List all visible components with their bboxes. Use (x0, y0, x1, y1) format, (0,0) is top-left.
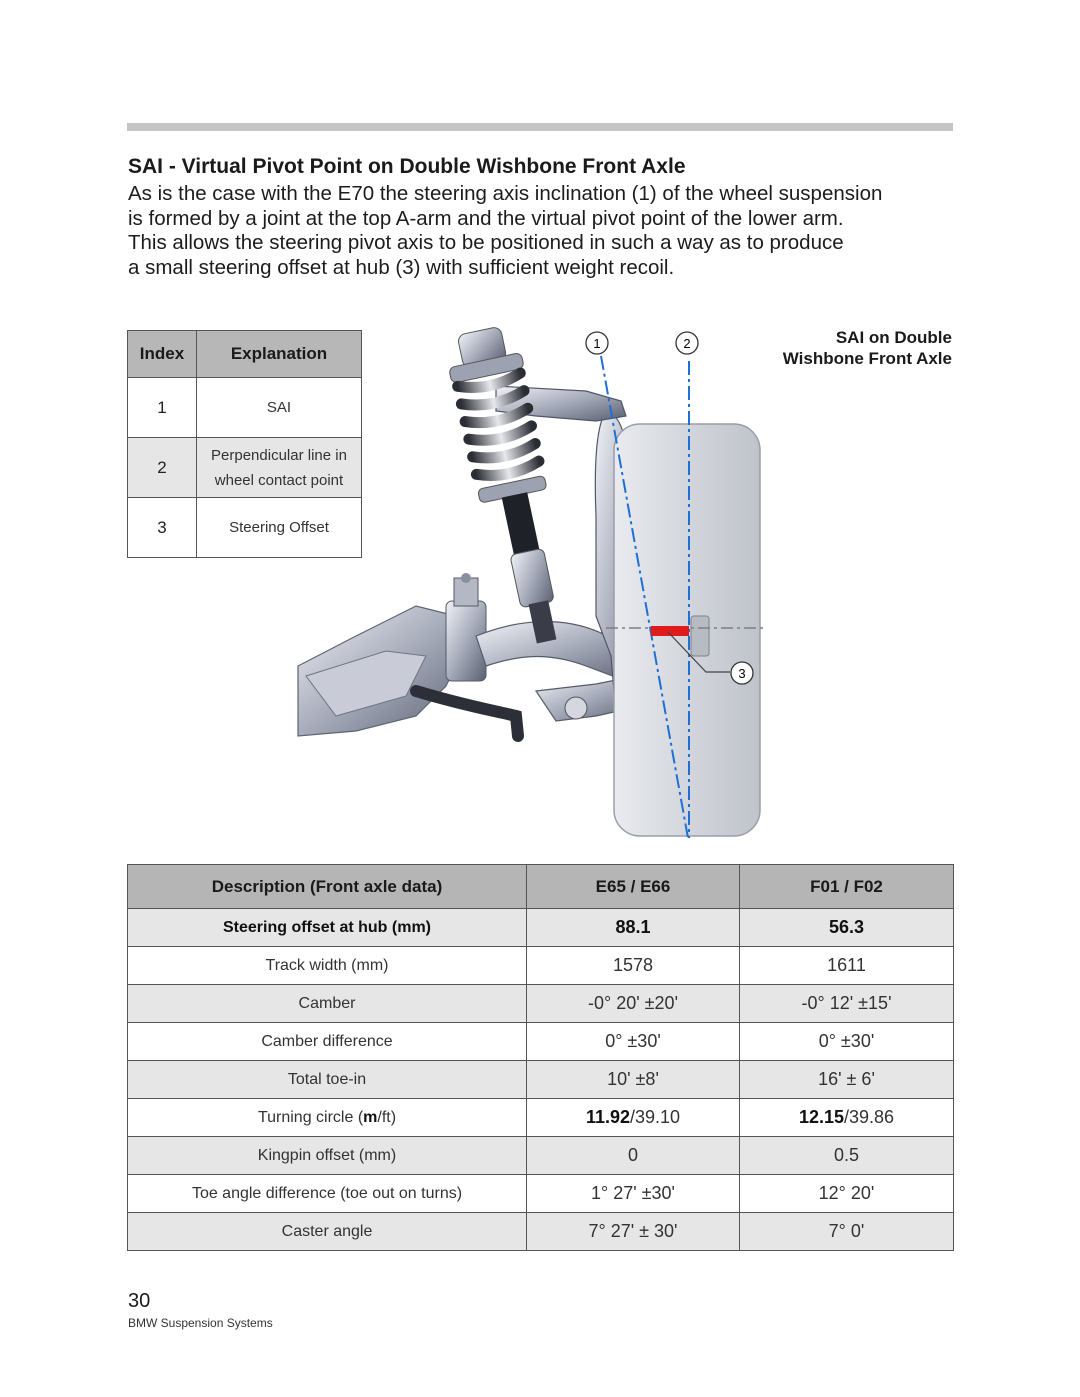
desc-cell: Toe angle difference (toe out on turns) (128, 1175, 527, 1213)
index-cell: 1 (128, 378, 197, 438)
document-title: BMW Suspension Systems (128, 1316, 273, 1330)
f01-cell: 7° 0' (740, 1213, 954, 1251)
intro-line: As is the case with the E70 the steering axis inclination (1) of the wheel suspension (128, 182, 883, 205)
desc-text: Turning circle ( (257, 1108, 364, 1126)
f01-header: F01 / F02 (740, 865, 954, 909)
desc-cell: Camber (128, 985, 527, 1023)
explanation-header: Explanation (197, 331, 362, 378)
figure-title (783, 327, 952, 369)
index-header: Index (128, 331, 197, 378)
table-row (128, 1137, 954, 1175)
f01-cell: 1611 (740, 947, 954, 985)
e65-cell: 0 (527, 1137, 740, 1175)
table-row (128, 947, 954, 985)
subframe (298, 573, 486, 736)
callout-2 (676, 332, 698, 354)
top-rule (127, 123, 953, 131)
intro-paragraph (128, 182, 948, 280)
explanation-cell: Steering Offset (197, 498, 362, 558)
desc-cell: Total toe-in (128, 1061, 527, 1099)
value-rest: /39.10 (630, 1107, 681, 1127)
table-row (128, 1175, 954, 1213)
desc-cell: Kingpin offset (mm) (128, 1137, 527, 1175)
table-row (128, 1213, 954, 1251)
e65-cell (527, 1099, 740, 1137)
table-row (128, 1099, 954, 1137)
intro-line: This allows the steering pivot axis to be positioned in such a way as to produce (128, 231, 844, 255)
page-number: 30 (128, 1290, 151, 1312)
desc-cell: Track width (mm) (128, 947, 527, 985)
value-bold: 12.15 (798, 1107, 844, 1127)
table-row (128, 985, 954, 1023)
desc-cell (128, 1099, 527, 1137)
table-row (128, 1061, 954, 1099)
index-cell: 2 (128, 438, 197, 498)
e65-cell: 10' ±8' (527, 1061, 740, 1099)
desc-unit-bold: m (363, 1108, 378, 1126)
e65-cell: 1° 27' ±30' (527, 1175, 740, 1213)
table-row (128, 1023, 954, 1061)
e65-header: E65 / E66 (527, 865, 740, 909)
front-axle-data-table (127, 864, 954, 1251)
description-header: Description (Front axle data) (128, 865, 527, 909)
f01-cell: 0° ±30' (740, 1023, 954, 1061)
f01-cell (740, 1099, 954, 1137)
explanation-cell: SAI (197, 378, 362, 438)
desc-cell: Caster angle (128, 1213, 527, 1251)
suspension-diagram (296, 316, 776, 846)
value-bold: 11.92 (585, 1107, 630, 1127)
f01-cell: 16' ± 6' (740, 1061, 954, 1099)
intro-line: a small steering offset at hub (3) with sufficient weight recoil. (128, 255, 675, 279)
intro-line: is formed by a joint at the top A-arm and the virtual pivot point of the lower arm. (128, 206, 844, 230)
desc-cell: Steering offset at hub (mm) (128, 909, 527, 947)
value-rest: /39.86 (844, 1107, 895, 1127)
e65-cell: -0° 20' ±20' (527, 985, 740, 1023)
f01-cell: -0° 12' ±15' (740, 985, 954, 1023)
e65-cell: 1578 (527, 947, 740, 985)
e65-cell: 0° ±30' (527, 1023, 740, 1061)
desc-text: /ft) (377, 1108, 397, 1126)
f01-cell: 0.5 (740, 1137, 954, 1175)
e65-cell: 88.1 (527, 909, 740, 947)
table-row (128, 909, 954, 947)
svg-text:2: 2 (683, 336, 691, 351)
svg-text:1: 1 (593, 336, 601, 351)
f01-cell: 12° 20' (740, 1175, 954, 1213)
svg-text:3: 3 (738, 666, 746, 681)
explanation-line: wheel contact point (214, 471, 344, 489)
callout-1 (586, 332, 608, 354)
e65-cell: 7° 27' ± 30' (527, 1213, 740, 1251)
section-title: SAI - Virtual Pivot Point on Double Wishbone Front Axle (128, 155, 686, 178)
f01-cell: 56.3 (740, 909, 954, 947)
explanation-line: Perpendicular line in (211, 446, 347, 464)
figure-title-line: SAI on Double (835, 328, 952, 347)
stabilizer-bar (416, 691, 518, 736)
callout-3 (731, 662, 753, 684)
figure-title-line: Wishbone Front Axle (782, 349, 952, 368)
desc-cell: Camber difference (128, 1023, 527, 1061)
index-cell: 3 (128, 498, 197, 558)
